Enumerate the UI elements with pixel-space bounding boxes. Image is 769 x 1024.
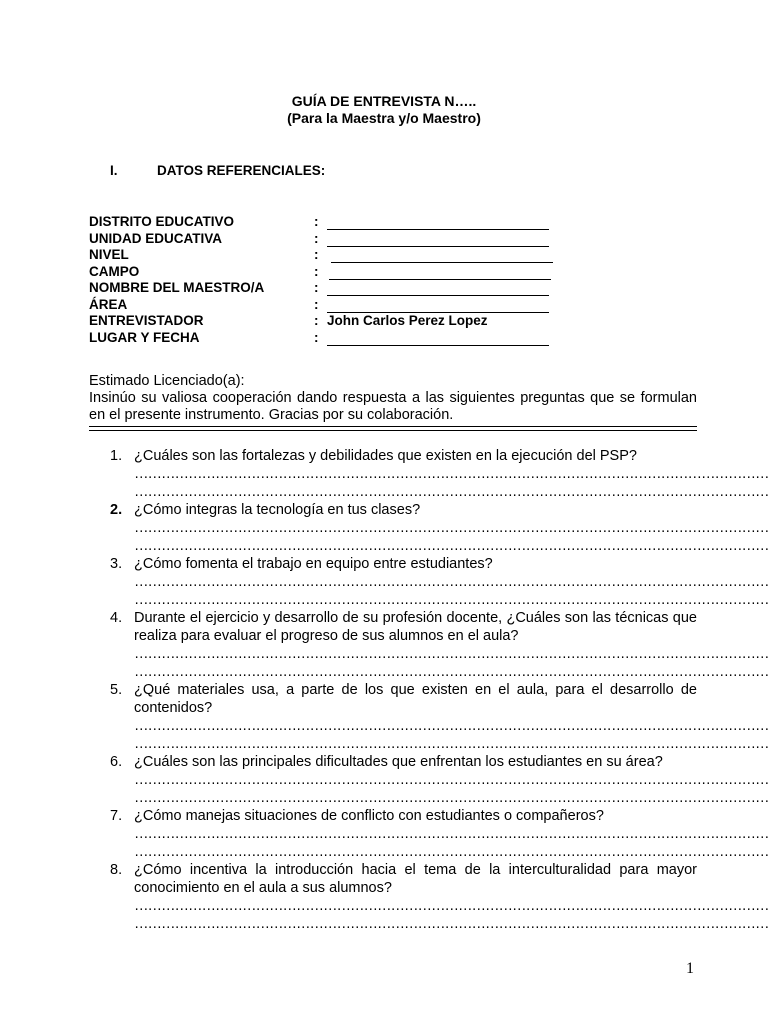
field-colon: :: [314, 230, 319, 246]
answer-line[interactable]: ……………………………………………………………………………………………………………………………: [134, 736, 769, 752]
field-colon: :: [314, 296, 319, 312]
question-number: 1.: [110, 448, 123, 464]
question-item: [0, 807, 768, 861]
field-colon: :: [314, 263, 319, 279]
question-text: ¿Cuáles son las principales dificultades que enfrentan los estudiantes en su área?: [134, 754, 663, 770]
answer-line[interactable]: ……………………………………………………………………………………………………………………………: [134, 844, 769, 860]
question-item: [0, 609, 768, 681]
document-title: GUÍA DE ENTREVISTA N…..: [291, 93, 477, 109]
question-text: ¿Cómo integras la tecnología en tus clases?: [134, 502, 421, 518]
answer-line[interactable]: ……………………………………………………………………………………………………………………………: [134, 898, 769, 914]
field-label: DISTRITO EDUCATIVO: [89, 214, 235, 229]
answer-line[interactable]: ……………………………………………………………………………………………………………………………: [134, 790, 769, 806]
question-text: ¿Cómo incentiva la introducción hacia el tema de la interculturalidad para mayor conocimiento en el aula a sus alumnos?: [134, 862, 697, 896]
question-text: ¿Qué materiales usa, a parte de los que existen en el aula, para el desarrollo de contenidos?: [134, 682, 697, 716]
field-nombre-del-maestro: [89, 280, 729, 297]
question-text: ¿Cuáles son las fortalezas y debilidades que existen en la ejecución del PSP?: [134, 448, 637, 464]
field-blank-line[interactable]: [327, 297, 549, 313]
field-campo: [89, 264, 729, 281]
question-item: [0, 447, 768, 501]
question-item: [0, 681, 768, 753]
field-colon: :: [314, 329, 319, 345]
field-label: ÁREA: [89, 296, 128, 312]
field-label: LUGAR Y FECHA: [89, 329, 200, 345]
question-item: [0, 555, 768, 609]
answer-line[interactable]: ……………………………………………………………………………………………………………………………: [134, 664, 769, 680]
intro-text: Insinúo su valiosa cooperación dando respuesta a las siguientes preguntas que se formulan en el presente instrumento. Gracias por su colaboración.: [89, 390, 697, 423]
field-distrito-educativo: [89, 214, 729, 231]
question-item: [0, 753, 768, 807]
answer-line[interactable]: ……………………………………………………………………………………………………………………………: [134, 646, 769, 662]
field-lugar-y-fecha: [89, 330, 729, 347]
answer-line[interactable]: ……………………………………………………………………………………………………………………………: [134, 466, 769, 482]
field-blank-line[interactable]: [327, 330, 549, 346]
answer-line[interactable]: ……………………………………………………………………………………………………………………………: [134, 826, 769, 842]
question-number: 6.: [110, 754, 123, 770]
answer-line[interactable]: ……………………………………………………………………………………………………………………………: [134, 574, 769, 590]
question-number: 3.: [110, 556, 123, 572]
double-rule-divider: [89, 426, 697, 431]
document-subtitle: (Para la Maestra y/o Maestro): [287, 110, 481, 126]
field-blank-line[interactable]: [327, 231, 549, 247]
answer-line[interactable]: ……………………………………………………………………………………………………………………………: [134, 520, 769, 536]
question-number: 8.: [110, 862, 123, 878]
field-label: NIVEL: [89, 247, 129, 262]
answer-line[interactable]: ……………………………………………………………………………………………………………………………: [134, 718, 769, 734]
field-value-entrevistador: John Carlos Perez Lopez: [327, 313, 488, 328]
page-number: 1: [686, 960, 694, 977]
question-text: Durante el ejercicio y desarrollo de su profesión docente, ¿Cuáles son las técnicas que realiza para evaluar el progreso de sus alumnos en el aula?: [134, 610, 697, 644]
section-number: I.: [110, 163, 118, 178]
field-label: UNIDAD EDUCATIVA: [89, 230, 222, 246]
answer-line[interactable]: ……………………………………………………………………………………………………………………………: [134, 484, 769, 500]
answer-line[interactable]: ……………………………………………………………………………………………………………………………: [134, 538, 769, 554]
field-colon: :: [314, 280, 319, 295]
question-item: [0, 861, 768, 933]
field-colon: :: [314, 214, 319, 229]
question-list: [0, 447, 768, 933]
answer-line[interactable]: ……………………………………………………………………………………………………………………………: [134, 916, 769, 932]
field-colon: :: [314, 247, 319, 262]
question-number: 4.: [110, 610, 123, 626]
field-blank-line[interactable]: [329, 264, 551, 280]
question-text: ¿Cómo manejas situaciones de conflicto con estudiantes o compañeros?: [134, 808, 604, 824]
field-unidad-educativa: [89, 231, 729, 248]
field-area: [89, 297, 729, 314]
question-number: 5.: [110, 682, 123, 698]
field-entrevistador: [89, 313, 729, 330]
intro-paragraph: [89, 373, 697, 424]
answer-line[interactable]: ……………………………………………………………………………………………………………………………: [134, 592, 769, 608]
question-text: ¿Cómo fomenta el trabajo en equipo entre estudiantes?: [134, 556, 493, 572]
reference-fields: [89, 214, 729, 346]
field-label: ENTREVISTADOR: [89, 313, 204, 328]
field-label: CAMPO: [89, 263, 140, 279]
question-item: [0, 501, 768, 555]
field-colon: :: [314, 313, 319, 328]
field-blank-line[interactable]: [331, 247, 553, 263]
field-label: NOMBRE DEL MAESTRO/A: [89, 280, 265, 295]
field-nivel: [89, 247, 729, 264]
field-blank-line[interactable]: [327, 280, 549, 296]
field-blank-line[interactable]: [327, 214, 549, 230]
question-number: 2.: [110, 502, 123, 518]
question-number: 7.: [110, 808, 123, 824]
answer-line[interactable]: ……………………………………………………………………………………………………………………………: [134, 772, 769, 788]
intro-greeting: Estimado Licenciado(a):: [89, 373, 245, 389]
section-title: DATOS REFERENCIALES:: [157, 163, 326, 178]
